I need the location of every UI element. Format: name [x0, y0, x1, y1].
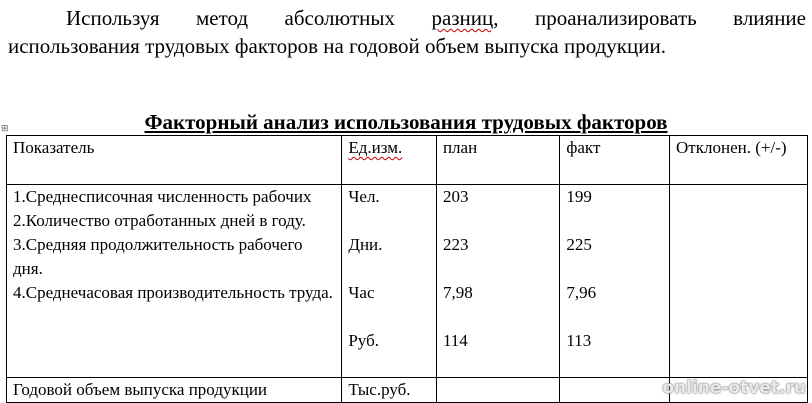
task-text	[8, 4, 806, 60]
fact-1: 199	[566, 187, 592, 206]
factor-analysis-table	[6, 135, 808, 403]
unit-cell	[342, 185, 437, 378]
table-header-row	[7, 136, 808, 185]
footer-fact	[560, 378, 670, 403]
indicator-1: 1.Среднесписочная численность рабочих	[13, 187, 312, 206]
plan-4: 114	[442, 331, 468, 350]
task-line-2: использования трудовых факторов на годовой объем выпуска продукции.	[8, 34, 666, 58]
unit-2: Дни.	[348, 235, 383, 254]
footer-plan	[436, 378, 559, 403]
plan-3: 7,98	[442, 283, 473, 302]
deviation-4	[676, 329, 801, 377]
header-fact: факт	[560, 136, 670, 185]
fact-2: 225	[566, 235, 592, 254]
indicator-3: 3.Средняя продолжительность рабочего дня.	[13, 235, 303, 278]
unit-1: Чел.	[348, 187, 380, 206]
header-plan: план	[436, 136, 559, 185]
task-line-1: Используя метод абсолютных разниц, проанализировать влияние	[66, 6, 806, 30]
deviation-3	[676, 281, 801, 329]
table-row	[7, 185, 808, 378]
footer-unit: Тыс.руб.	[342, 378, 437, 403]
watermark: online-otvet.ru	[662, 378, 806, 398]
deviation-1	[676, 185, 801, 233]
unit-4: Руб.	[348, 331, 379, 350]
fact-cell	[560, 185, 670, 378]
table-title: Факторный анализ использования трудовых факторов	[144, 110, 668, 134]
unit-3: Час	[348, 283, 375, 302]
deviation-cell	[670, 185, 808, 378]
fact-4: 113	[566, 331, 592, 350]
plan-cell	[436, 185, 559, 378]
footer-indicator: Годовой объем выпуска продукции	[7, 378, 342, 403]
spellcheck-word: разниц	[431, 6, 494, 30]
header-deviation: Отклонен. (+/-)	[670, 136, 808, 185]
header-indicator: Показатель	[7, 136, 342, 185]
deviation-2	[676, 233, 801, 281]
indicator-cell	[7, 185, 342, 378]
plan-1: 203	[442, 187, 469, 206]
header-unit: Ед.изм.	[342, 136, 437, 185]
indicator-2: 2.Количество отработанных дней в году.	[13, 211, 306, 230]
table-anchor-icon: ⊞	[1, 124, 9, 134]
fact-3: 7,96	[566, 283, 597, 302]
plan-2: 223	[442, 235, 469, 254]
indicator-4: 4.Среднечасовая производительность труда.	[13, 283, 333, 302]
